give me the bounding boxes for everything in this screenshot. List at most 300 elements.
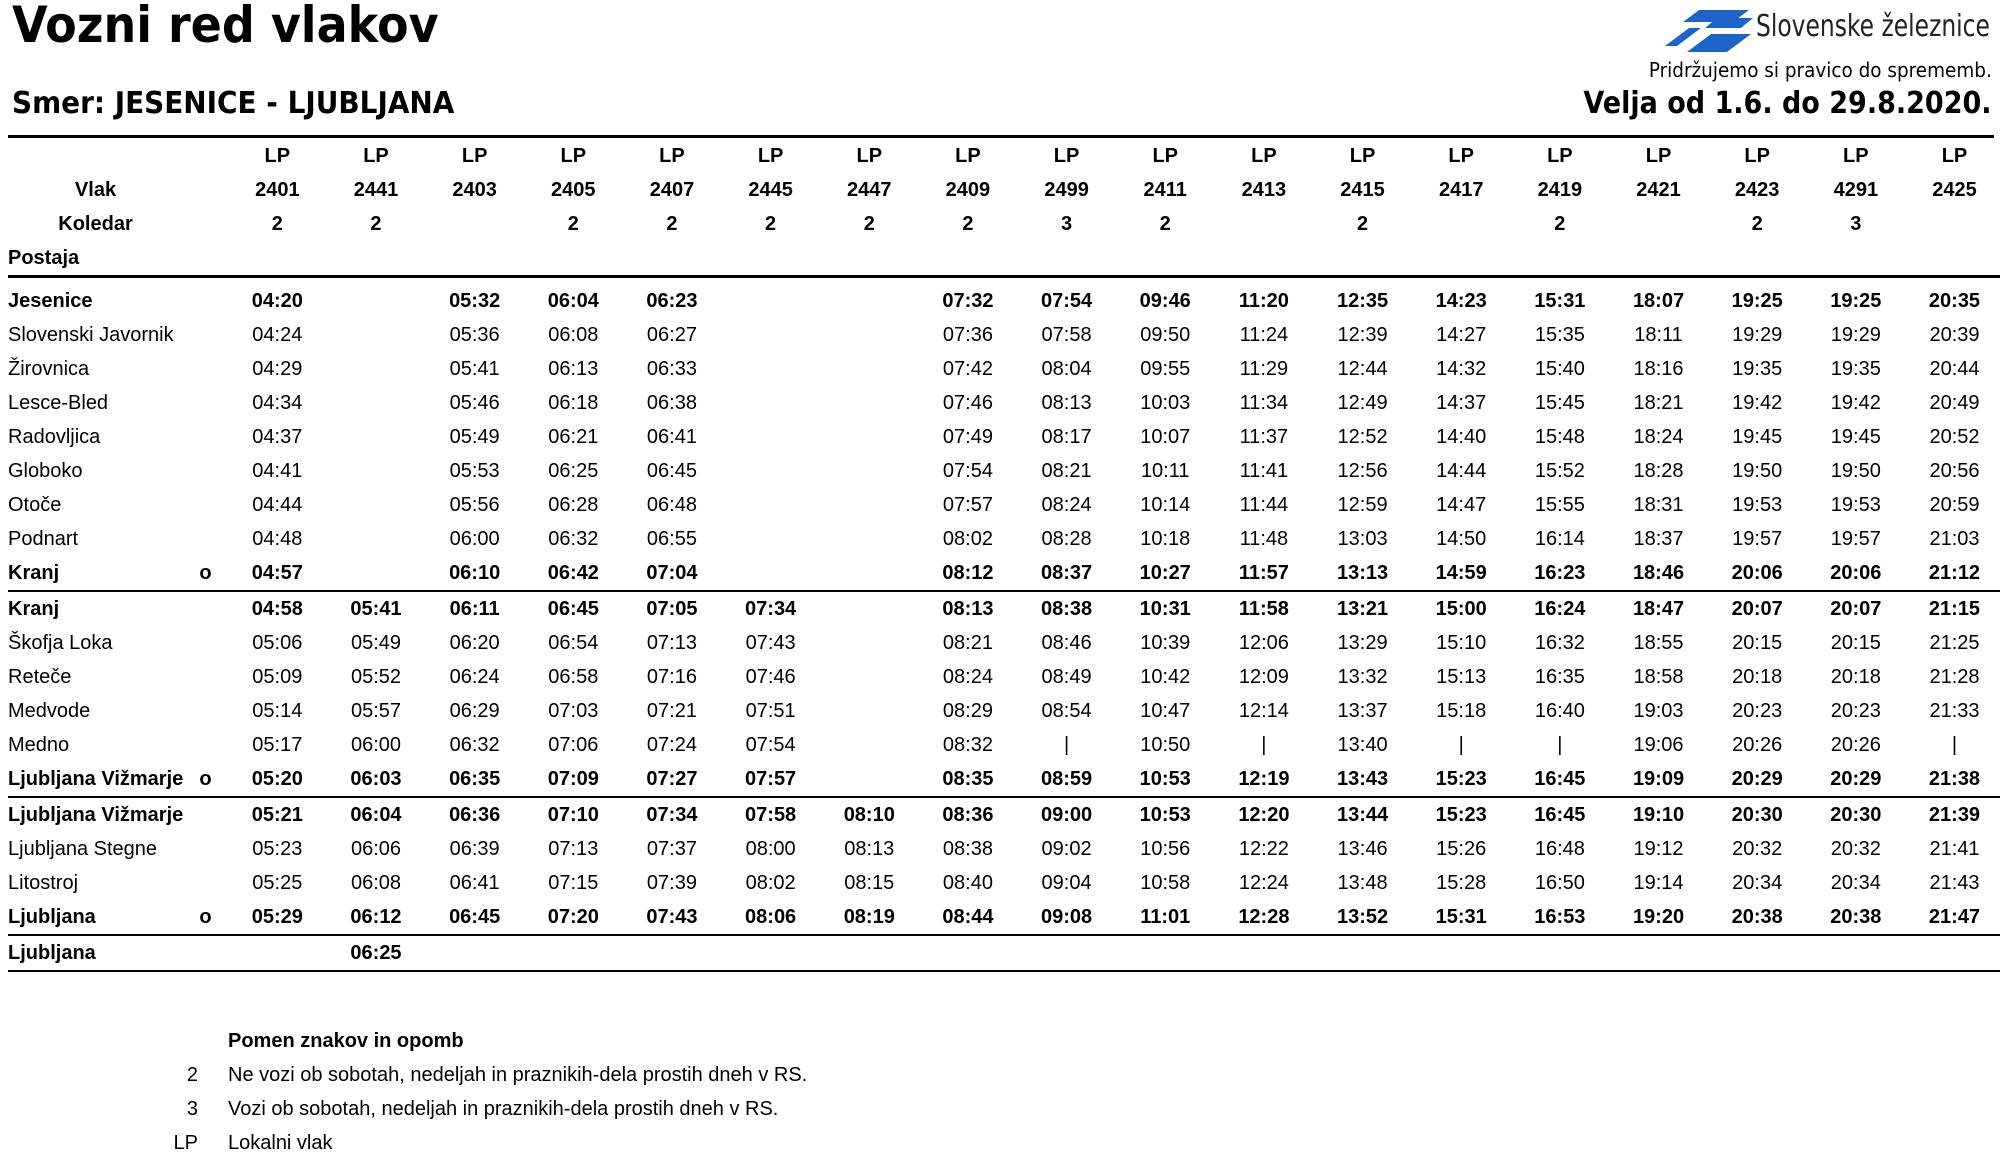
departure-time: 19:42 [1732,392,1783,414]
header-blank [721,241,820,277]
departure-time [524,935,623,971]
station-name: Ljubljana [8,900,183,935]
departure-time: 15:52 [1534,460,1585,482]
train-type: LP [1349,145,1376,167]
postaja-label: Postaja [8,247,80,269]
departure-time [820,728,919,762]
departure-time: 05:57 [350,700,402,722]
departure-time: 07:03 [548,700,599,722]
train-calendar: 2 [1356,213,1369,235]
departure-time: 18:21 [1633,392,1684,414]
train-number: 2419 [1537,179,1583,201]
departure-time: 20:34 [1732,872,1783,894]
vlak-label: Vlak [74,179,117,201]
departure-time [721,556,820,591]
legend-symbol: 3 [186,1098,198,1120]
departure-time: 16:50 [1534,872,1585,894]
departure-time [623,935,722,971]
departure-time: 19:20 [1609,900,1708,935]
departure-time: 11:29 [1239,358,1289,380]
departure-time: 12:20 [1238,804,1290,826]
departure-time: 08:54 [1041,700,1092,722]
departure-time: 12:49 [1337,392,1388,414]
train-calendar [1905,207,2000,241]
departure-time: 15:10 [1436,632,1487,654]
departure-time: 20:39 [1929,324,1980,346]
station-name: Slovenski Javornik [8,324,174,346]
station-name: Ljubljana Stegne [8,838,158,860]
header-blank [1313,241,1412,277]
departure-time: 05:29 [228,900,327,935]
departure-time: 06:12 [327,900,426,935]
departure-time: 10:53 [1139,804,1191,826]
departure-time: 20:35 [1928,290,1981,312]
departure-time: 19:29 [1830,324,1881,346]
departure-time [327,454,426,488]
departure-time: 08:00 [745,838,796,860]
train-number: 2425 [1932,179,1977,201]
station-name: Reteče [8,666,72,688]
departure-time: 09:50 [1140,324,1191,346]
train-type: LP [856,145,883,167]
departure-time: 11:20 [1238,290,1289,312]
station-mark [183,488,228,522]
departure-time: 19:12 [1633,838,1684,860]
departure-time: 08:02 [942,528,993,550]
departure-time: 08:13 [1041,392,1092,414]
table-row [8,626,2000,660]
departure-time: 18:24 [1633,426,1684,448]
station-name: Radovljica [8,426,101,448]
departure-time: | [1557,734,1563,756]
departure-time: 13:43 [1313,762,1412,797]
departure-time: 06:03 [327,762,426,797]
departure-time: 08:38 [1041,598,1093,620]
departure-time: 12:44 [1337,358,1388,380]
departure-time: 06:25 [327,935,426,971]
station-mark [183,420,228,454]
departure-time [721,420,820,454]
station-name: Litostroj [8,872,79,894]
header-row-calendar [8,207,2000,241]
departure-time: 19:45 [1732,426,1783,448]
departure-time: | [1063,734,1070,756]
table-row [8,694,2000,728]
departure-time: 08:29 [942,700,993,722]
departure-time: 07:13 [548,838,599,860]
departure-time: 08:13 [942,598,994,620]
departure-time: 06:10 [425,556,524,591]
legend-text: Ne vozi ob sobotah, nedeljah in praznikih-dela prostih dneh v RS. [228,1064,808,1086]
departure-time: 12:14 [1238,700,1289,722]
departure-time: 11:48 [1239,528,1289,550]
departure-time: 07:57 [721,762,820,797]
departure-time: 05:41 [449,358,500,380]
departure-time: 13:21 [1336,598,1389,620]
station-mark [183,591,228,626]
departure-time: 19:35 [1732,358,1783,380]
departure-time: 06:36 [449,804,501,826]
departure-time: 07:10 [547,804,599,826]
departure-time: 07:34 [646,804,698,826]
departure-time: 15:18 [1436,700,1487,722]
departure-time: 06:41 [646,426,697,448]
header-blank [1807,241,1906,277]
departure-time: 11:24 [1239,324,1289,346]
departure-time: 05:21 [251,804,303,826]
train-calendar: 3 [1061,213,1073,235]
train-type: LP [659,145,685,167]
departure-time: 10:56 [1140,838,1191,860]
header-blank [524,241,623,277]
departure-time: 15:26 [1436,838,1487,860]
train-number: 2403 [452,179,497,201]
departure-time: 08:02 [745,872,796,894]
departure-time: 11:34 [1239,392,1289,414]
timetable [8,139,2000,972]
departure-time: 21:43 [1929,872,1980,894]
departure-time: 07:04 [623,556,722,591]
train-type: LP [1843,145,1869,167]
departure-time: 21:39 [1928,804,1981,826]
departure-time: 09:08 [1017,900,1116,935]
departure-time: 07:27 [623,762,722,797]
departure-time: 08:40 [942,872,993,894]
train-calendar: 2 [1159,213,1171,235]
train-type: LP [363,145,389,167]
departure-time: 19:42 [1830,392,1881,414]
departure-time [327,488,426,522]
departure-time [820,935,919,971]
departure-time [327,420,426,454]
departure-time [327,284,426,318]
departure-time [820,556,919,591]
station-name: Ljubljana [8,935,183,971]
departure-time: 12:06 [1238,632,1289,654]
departure-time: 09:02 [1041,838,1092,860]
departure-time: 10:14 [1140,494,1191,516]
station-name: Škofja Loka [8,632,113,654]
departure-time [721,935,820,971]
departure-time: 04:57 [228,556,327,591]
departure-time: 14:32 [1436,358,1487,380]
departure-time [1313,935,1412,971]
header-row-station [8,241,2000,277]
departure-time: 10:11 [1140,460,1190,482]
departure-time: 09:46 [1139,290,1191,312]
train-number: 2413 [1241,179,1287,201]
station-name: Ljubljana Vižmarje [8,804,184,826]
station-mark [183,660,228,694]
station-mark [183,866,228,900]
departure-time [1708,935,1807,971]
departure-time: 16:35 [1534,666,1585,688]
station-name: Ljubljana Vižmarje [8,762,183,797]
departure-time: 05:09 [252,666,303,688]
station-mark [183,284,228,318]
legend-text: Vozi ob sobotah, nedeljah in praznikih-dela prostih dneh v RS. [228,1098,779,1120]
departure-time: 05:32 [449,290,501,312]
departure-time: 06:45 [547,598,599,620]
departure-time: 06:45 [646,460,697,482]
departure-time: 10:27 [1116,556,1215,591]
departure-time: 05:17 [252,734,303,756]
departure-time: 19:35 [1830,358,1881,380]
departure-time: 18:37 [1633,528,1684,550]
departure-time: 10:58 [1140,872,1191,894]
departure-time [721,284,820,318]
departure-time: 15:35 [1534,324,1585,346]
departure-time: 05:20 [228,762,327,797]
train-type: LP [1448,145,1474,167]
departure-time: 10:39 [1140,632,1191,654]
departure-time: 20:38 [1708,900,1807,935]
departure-time: 06:00 [350,734,402,756]
train-calendar: 2 [1751,213,1763,235]
train-type: LP [264,145,291,167]
departure-time: 15:23 [1412,762,1511,797]
departure-time: 07:54 [745,734,796,756]
header-blank [183,173,228,207]
departure-time: 05:56 [449,494,500,516]
table-row [8,797,2000,832]
departure-time: 11:58 [1238,598,1289,620]
station-mark [183,352,228,386]
departure-time: 06:39 [449,838,500,860]
departure-time [820,454,919,488]
departure-time: 07:58 [745,804,797,826]
departure-time [919,935,1018,971]
departure-time: 06:24 [449,666,500,688]
departure-time: 21:28 [1929,666,1980,688]
header-blank [919,241,1018,277]
departure-time: 15:13 [1436,666,1487,688]
table-row [8,420,2000,454]
departure-time: 05:49 [449,426,500,448]
departure-time: 11:37 [1239,426,1289,448]
departure-time: 06:48 [646,494,697,516]
departure-time [721,454,820,488]
header-rule [8,135,1994,138]
header-blank [1511,241,1610,277]
departure-time: 18:46 [1609,556,1708,591]
departure-time: 18:58 [1633,666,1684,688]
train-calendar [1412,207,1511,241]
train-number: 2417 [1438,179,1484,201]
departure-time: 20:26 [1732,734,1783,756]
station-name: Kranj [8,598,60,620]
departure-time: 20:38 [1807,900,1906,935]
departure-time: 08:24 [1041,494,1092,516]
departure-time: 20:29 [1708,762,1807,797]
train-calendar: 2 [765,213,777,235]
departure-time: 19:57 [1732,528,1783,550]
train-type: LP [1645,145,1672,167]
train-number: 2447 [847,179,892,201]
train-number: 2445 [748,179,793,201]
header-blank [1412,241,1511,277]
direction-subtitle: Smer: JESENICE - LJUBLJANA [12,86,455,121]
station-mark [183,626,228,660]
table-row [8,488,2000,522]
departure-time: 04:48 [252,528,303,550]
table-row [8,522,2000,556]
departure-time: 07:46 [745,666,796,688]
departure-time: 16:32 [1534,632,1585,654]
departure-time: 04:44 [252,494,303,516]
train-calendar: 2 [863,213,875,235]
departure-time: 15:45 [1534,392,1585,414]
table-row [8,284,2000,318]
departure-time: 06:04 [547,290,599,312]
train-calendar: 2 [271,213,283,235]
departure-time: 18:28 [1633,460,1684,482]
departure-time: 20:18 [1830,666,1881,688]
departure-time: 06:35 [425,762,524,797]
departure-time: 08:19 [820,900,919,935]
header-blank [820,241,919,277]
departure-time: 20:23 [1830,700,1881,722]
departure-time: 06:08 [548,324,599,346]
header-row-type [8,139,2000,173]
departure-time [327,522,426,556]
departure-time: 06:45 [425,900,524,935]
departure-time: 19:25 [1830,290,1882,312]
departure-time: 09:04 [1041,872,1092,894]
train-number: 2407 [649,179,695,201]
departure-time: 07:57 [942,494,993,516]
departure-time: 06:54 [548,632,599,654]
station-name: Kranj [8,556,183,591]
departure-time: 10:18 [1140,528,1191,550]
departure-time: 04:24 [252,324,303,346]
departure-time [721,352,820,386]
station-mark [183,386,228,420]
departure-time: 07:09 [524,762,623,797]
table-row [8,352,2000,386]
departure-time: 07:21 [646,700,697,722]
table-row [8,591,2000,626]
departure-time: 20:06 [1708,556,1807,591]
departure-time: 06:00 [449,528,500,550]
departure-time: 07:49 [942,426,993,448]
departure-time [721,318,820,352]
departure-time: 07:05 [646,598,698,620]
departure-time: 10:53 [1116,762,1215,797]
departure-time: 11:44 [1239,494,1289,516]
departure-time [820,386,919,420]
departure-time: 12:22 [1238,838,1289,860]
departure-time: 06:38 [646,392,697,414]
departure-time: 08:36 [942,804,994,826]
train-calendar: 2 [370,213,382,235]
train-type: LP [1053,145,1080,167]
departure-time: 13:46 [1337,838,1388,860]
departure-time: 20:23 [1732,700,1783,722]
departure-time: 19:50 [1830,460,1881,482]
departure-time: 18:31 [1633,494,1684,516]
departure-time: 08:21 [1041,460,1092,482]
departure-time: 07:54 [942,460,993,482]
departure-time: 07:24 [646,734,697,756]
departure-time: 19:53 [1732,494,1783,516]
train-number: 2401 [255,179,300,201]
departure-time: 07:43 [623,900,722,935]
station-mark [183,728,228,762]
departure-time: 20:30 [1731,804,1783,826]
departure-time: 19:53 [1830,494,1881,516]
departure-time: 07:51 [745,700,796,722]
departure-time [1511,935,1610,971]
departure-time [228,935,327,971]
departure-time: 07:43 [745,632,796,654]
station-name: Podnart [8,528,79,550]
departure-time: 06:11 [449,598,500,620]
departure-time [820,591,919,626]
departure-time [1609,935,1708,971]
departure-time: | [1458,734,1464,756]
header-blank [183,241,228,277]
departure-time: 20:15 [1830,632,1881,654]
departure-time: 20:07 [1830,598,1882,620]
departure-time: 20:30 [1830,804,1882,826]
departure-time [820,352,919,386]
train-number: 2415 [1340,179,1385,201]
station-name: Lesce-Bled [8,392,109,414]
departure-time: 08:06 [721,900,820,935]
legend-title: Pomen znakov in opomb [228,1030,464,1052]
train-calendar [1609,207,1708,241]
departure-time: 13:03 [1337,528,1388,550]
departure-time: 04:29 [252,358,303,380]
train-type: LP [560,145,587,167]
koledar-label: Koledar [58,213,133,235]
departure-time: 20:56 [1929,460,1980,482]
departure-time: 20:44 [1929,358,1980,380]
station-mark [183,454,228,488]
departure-time: 08:35 [919,762,1018,797]
departure-time: 08:21 [942,632,993,654]
departure-time: 08:32 [942,734,993,756]
departure-time: 05:14 [252,700,303,722]
departure-time [1116,935,1215,971]
departure-time: 13:40 [1337,734,1388,756]
legend-symbol: 2 [186,1064,198,1086]
departure-time: 13:37 [1337,700,1388,722]
departure-time: 21:15 [1928,598,1981,620]
departure-time: 15:28 [1436,872,1487,894]
departure-time: 05:36 [449,324,500,346]
departure-time: 07:42 [942,358,993,380]
departure-time: 19:57 [1830,528,1881,550]
departure-time: 21:03 [1929,528,1980,550]
departure-time: 13:13 [1313,556,1412,591]
departure-time: | [1951,734,1958,756]
train-calendar: 2 [1554,213,1566,235]
departure-time: 13:32 [1337,666,1388,688]
departure-time: 10:31 [1139,598,1191,620]
departure-time: 15:31 [1534,290,1586,312]
departure-time [1807,935,1906,971]
station-name: Globoko [8,460,83,482]
departure-time: 12:09 [1238,666,1289,688]
train-number: 2409 [945,179,991,201]
departure-time: 16:40 [1534,700,1585,722]
departure-time: 16:14 [1534,528,1585,550]
station-name: Jesenice [8,290,93,312]
departure-time: 20:49 [1929,392,1980,414]
train-type: LP [955,145,981,167]
